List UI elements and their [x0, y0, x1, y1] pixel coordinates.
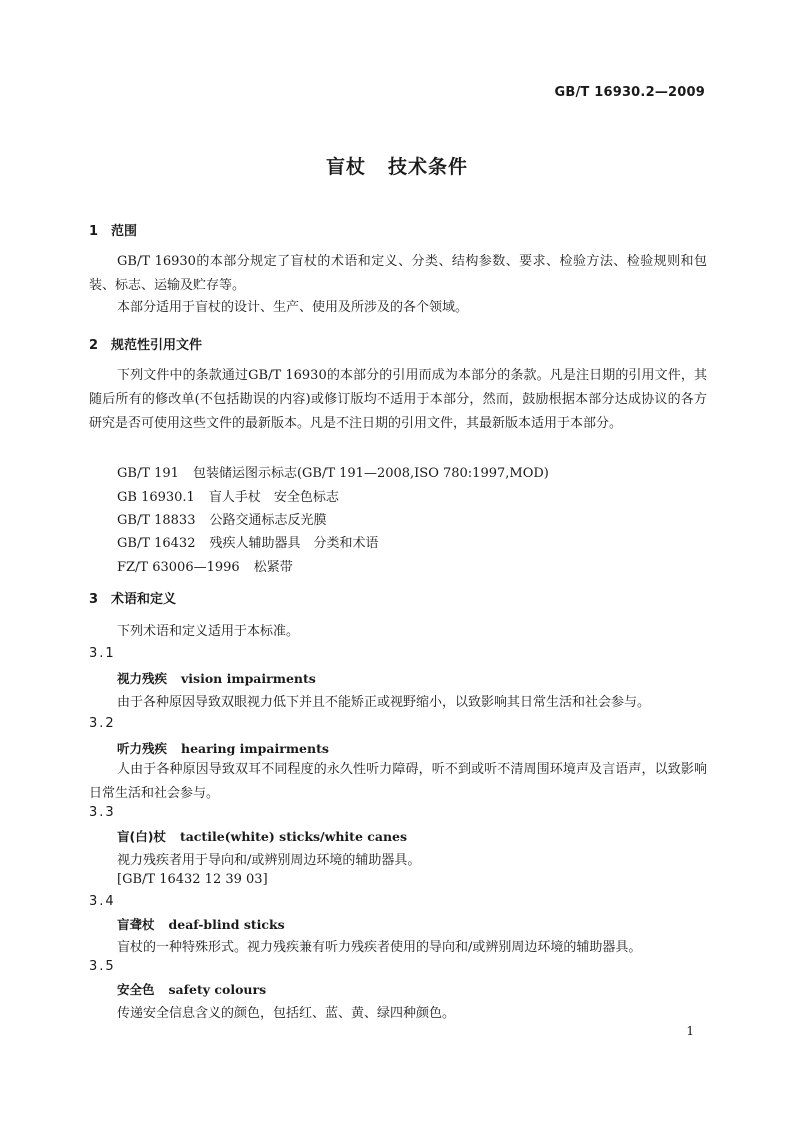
reference-name: 残疾人辅助器具 分类和术语: [209, 536, 379, 551]
paragraph: 下列术语和定义适用于本标准。: [117, 624, 300, 639]
term-english: vision impairments: [181, 671, 316, 686]
title-part1: 盲杖: [325, 156, 366, 178]
term-chinese: 听力残疾: [117, 741, 168, 756]
term-english: deaf-blind sticks: [168, 917, 285, 932]
term-heading: [117, 739, 329, 757]
term-chinese: 视力残疾: [117, 671, 168, 686]
paragraph: 下列文件中的条款通过GB/T 16930的本部分的引用而成为本部分的条款。凡是注日期的引用文件，其随后所有的修改单(不包括勘误的内容)或修订版均不适用于本部分，然而，鼓励根据本部分达成协议的各方研究是否可使用这些文件的最新版本。凡是不注日期的引用文件，其最新版本适用于本部分。: [89, 368, 707, 431]
reference-code: GB/T 18833: [117, 513, 196, 528]
term-heading: [117, 827, 407, 845]
reference-code: GB/T 191: [117, 466, 179, 481]
reference-name: 包装储运图示标志(GB/T 191—2008,ISO 780:1997,MOD): [192, 466, 549, 481]
section-title: 术语和定义: [111, 592, 177, 607]
term-definition: 视力残疾者用于导向和/或辨别周边环境的辅助器具。: [117, 853, 421, 868]
term-heading: [117, 980, 266, 998]
standard-number: GB/T 16930.2—2009: [554, 85, 705, 100]
clause-number: 3.5: [89, 959, 116, 974]
section-number: 2: [89, 338, 99, 353]
clause-number: 3.4: [89, 894, 116, 909]
term-english: hearing impairments: [181, 741, 329, 756]
term-heading: [117, 915, 285, 933]
title-part2: 技术条件: [388, 156, 469, 178]
section-title: 规范性引用文件: [111, 338, 203, 353]
reference-item: [117, 462, 549, 481]
term-english: safety colours: [168, 982, 267, 997]
term-heading: [117, 669, 316, 687]
term-definition: 由于各种原因导致双眼视力低下并且不能矫正或视野缩小，以致影响其日常生活和社会参与。: [117, 695, 651, 710]
section-3-heading: [89, 588, 176, 607]
clause-number: 3.3: [89, 805, 116, 820]
term-definition: 人由于各种原因导致双耳不同程度的永久性听力障碍，听不到或听不清周围环境声及言语声，以致影响日常生活和社会参与。: [89, 762, 707, 801]
term-source: [GB/T 16432 12 39 03]: [117, 872, 268, 887]
paragraph: 本部分适用于盲杖的设计、生产、使用及所涉及的各个领域。: [117, 300, 469, 315]
reference-code: GB 16930.1: [117, 490, 195, 505]
section-2-heading: [89, 334, 202, 353]
page-number: 1: [686, 1024, 694, 1038]
reference-name: 盲人手杖 安全色标志: [208, 490, 339, 505]
section-number: 3: [89, 592, 99, 607]
term-definition: 盲杖的一种特殊形式。视力残疾兼有听力残疾者使用的导向和/或辨别周边环境的辅助器具。: [117, 940, 642, 955]
section-1-heading: [89, 220, 137, 239]
reference-item: [117, 532, 379, 551]
term-english: tactile(white) sticks/white canes: [179, 829, 408, 844]
document-title: [0, 152, 794, 179]
reference-item: [117, 486, 339, 505]
reference-item: [117, 509, 327, 528]
term-chinese: 盲(白)杖: [117, 829, 166, 844]
section-number: 1: [89, 224, 99, 239]
reference-item: [117, 556, 293, 575]
reference-code: GB/T 16432: [117, 536, 196, 551]
section-title: 范围: [111, 224, 138, 239]
term-definition: 传递安全信息含义的颜色，包括红、蓝、黄、绿四种颜色。: [117, 1006, 456, 1021]
reference-code: FZ/T 63006—1996: [117, 560, 240, 575]
clause-number: 3.1: [89, 646, 116, 661]
term-chinese: 盲聋杖: [117, 917, 155, 932]
term-chinese: 安全色: [117, 982, 155, 997]
reference-name: 公路交通标志反光膜: [209, 513, 327, 528]
clause-number: 3.2: [89, 716, 116, 731]
paragraph: GB/T 16930的本部分规定了盲杖的术语和定义、分类、结构参数、要求、检验方法、检验规则和包装、标志、运输及贮存等。: [89, 254, 707, 293]
reference-name: 松紧带: [253, 560, 293, 575]
